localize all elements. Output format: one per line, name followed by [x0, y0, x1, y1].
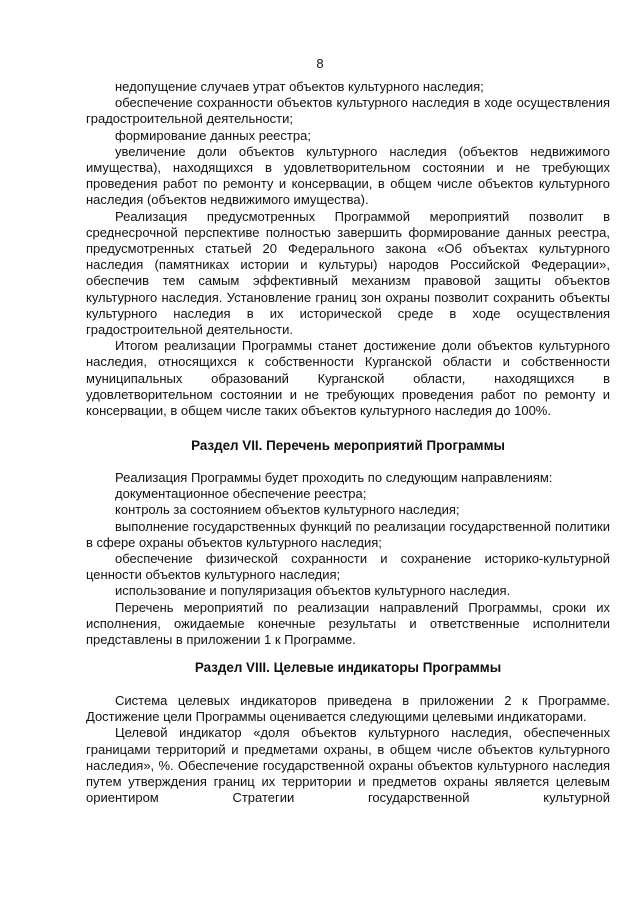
paragraph: обеспечение физической сохранности и сохранение историко-культурной ценности объектов культурного наследия;	[86, 551, 610, 583]
paragraph: формирование данных реестра;	[115, 127, 311, 143]
paragraph: обеспечение сохранности объектов культурного наследия в ходе осуществления градостроительной деятельности;	[86, 95, 610, 127]
paragraph: контроль за состоянием объектов культурного наследия;	[115, 502, 460, 518]
paragraph: Перечень мероприятий по реализации направлений Программы, сроки их исполнения, ожидаемые конечные результаты и ответственные исполнители представлены в приложении 1 к Программе.	[86, 599, 610, 648]
paragraph: Система целевых индикаторов приведена в приложении 2 к Программе. Достижение цели Программы оценивается следующими целевыми индикаторами.	[86, 693, 610, 725]
section-8-text	[86, 693, 610, 806]
intro-text-block	[86, 79, 610, 419]
paragraph: Целевой индикатор «доля объектов культурного наследия, обеспеченных границами территорий и предметами охраны, в общем числе объектов культурного наследия», %. Обеспечение государственной охраны объектов культурного наследия путем утверждения границ их территории и предметов охраны является целевым ориентиром Стратегии государственной культурной	[86, 725, 610, 806]
section-8-heading: Раздел VIII. Целевые индикаторы Программы	[194, 660, 502, 675]
page-number: 8	[316, 56, 324, 71]
paragraph: использование и популяризация объектов культурного наследия.	[115, 583, 511, 599]
paragraph: выполнение государственных функций по реализации государственной политики в сфере охраны объектов культурного наследия;	[86, 518, 610, 550]
paragraph: увеличение доли объектов культурного наследия (объектов недвижимого имущества), находящихся в удовлетворительном состоянии и не требующих проведения работ по ремонту и консервации, в общем числе объектов культурного наследия (объектов недвижимого имущества).	[86, 143, 610, 208]
section-7-text	[86, 470, 610, 648]
paragraph: Реализация Программы будет проходить по следующим направлениям:	[115, 470, 553, 485]
section-7-heading: Раздел VII. Перечень мероприятий Программы	[191, 438, 505, 453]
paragraph: недопущение случаев утрат объектов культурного наследия;	[115, 79, 484, 94]
paragraph: документационное обеспечение реестра;	[115, 486, 367, 502]
paragraph: Реализация предусмотренных Программой мероприятий позволит в среднесрочной перспективе полностью завершить формирование данных реестра, предусмотренных статьей 20 Федерального закона «Об объектах культурного наследия (памятниках истории и культуры) народов Российской Федерации», обеспечив тем самым эффективный механизм правовой защиты объектов культурного наследия. Установление границ зон охраны позволит сохранить объекты культурного наследия в их исторической среде в ходе осуществления градостроительной деятельности.	[86, 208, 610, 338]
paragraph: Итогом реализации Программы станет достижение доли объектов культурного наследия, относящихся к собственности Курганской области и собственности муниципальных образований Курганской области, находящихся в удовлетворительном состоянии и не требующих проведения работ по ремонту и консервации, в общем числе таких объектов культурного наследия до 100%.	[86, 338, 610, 419]
